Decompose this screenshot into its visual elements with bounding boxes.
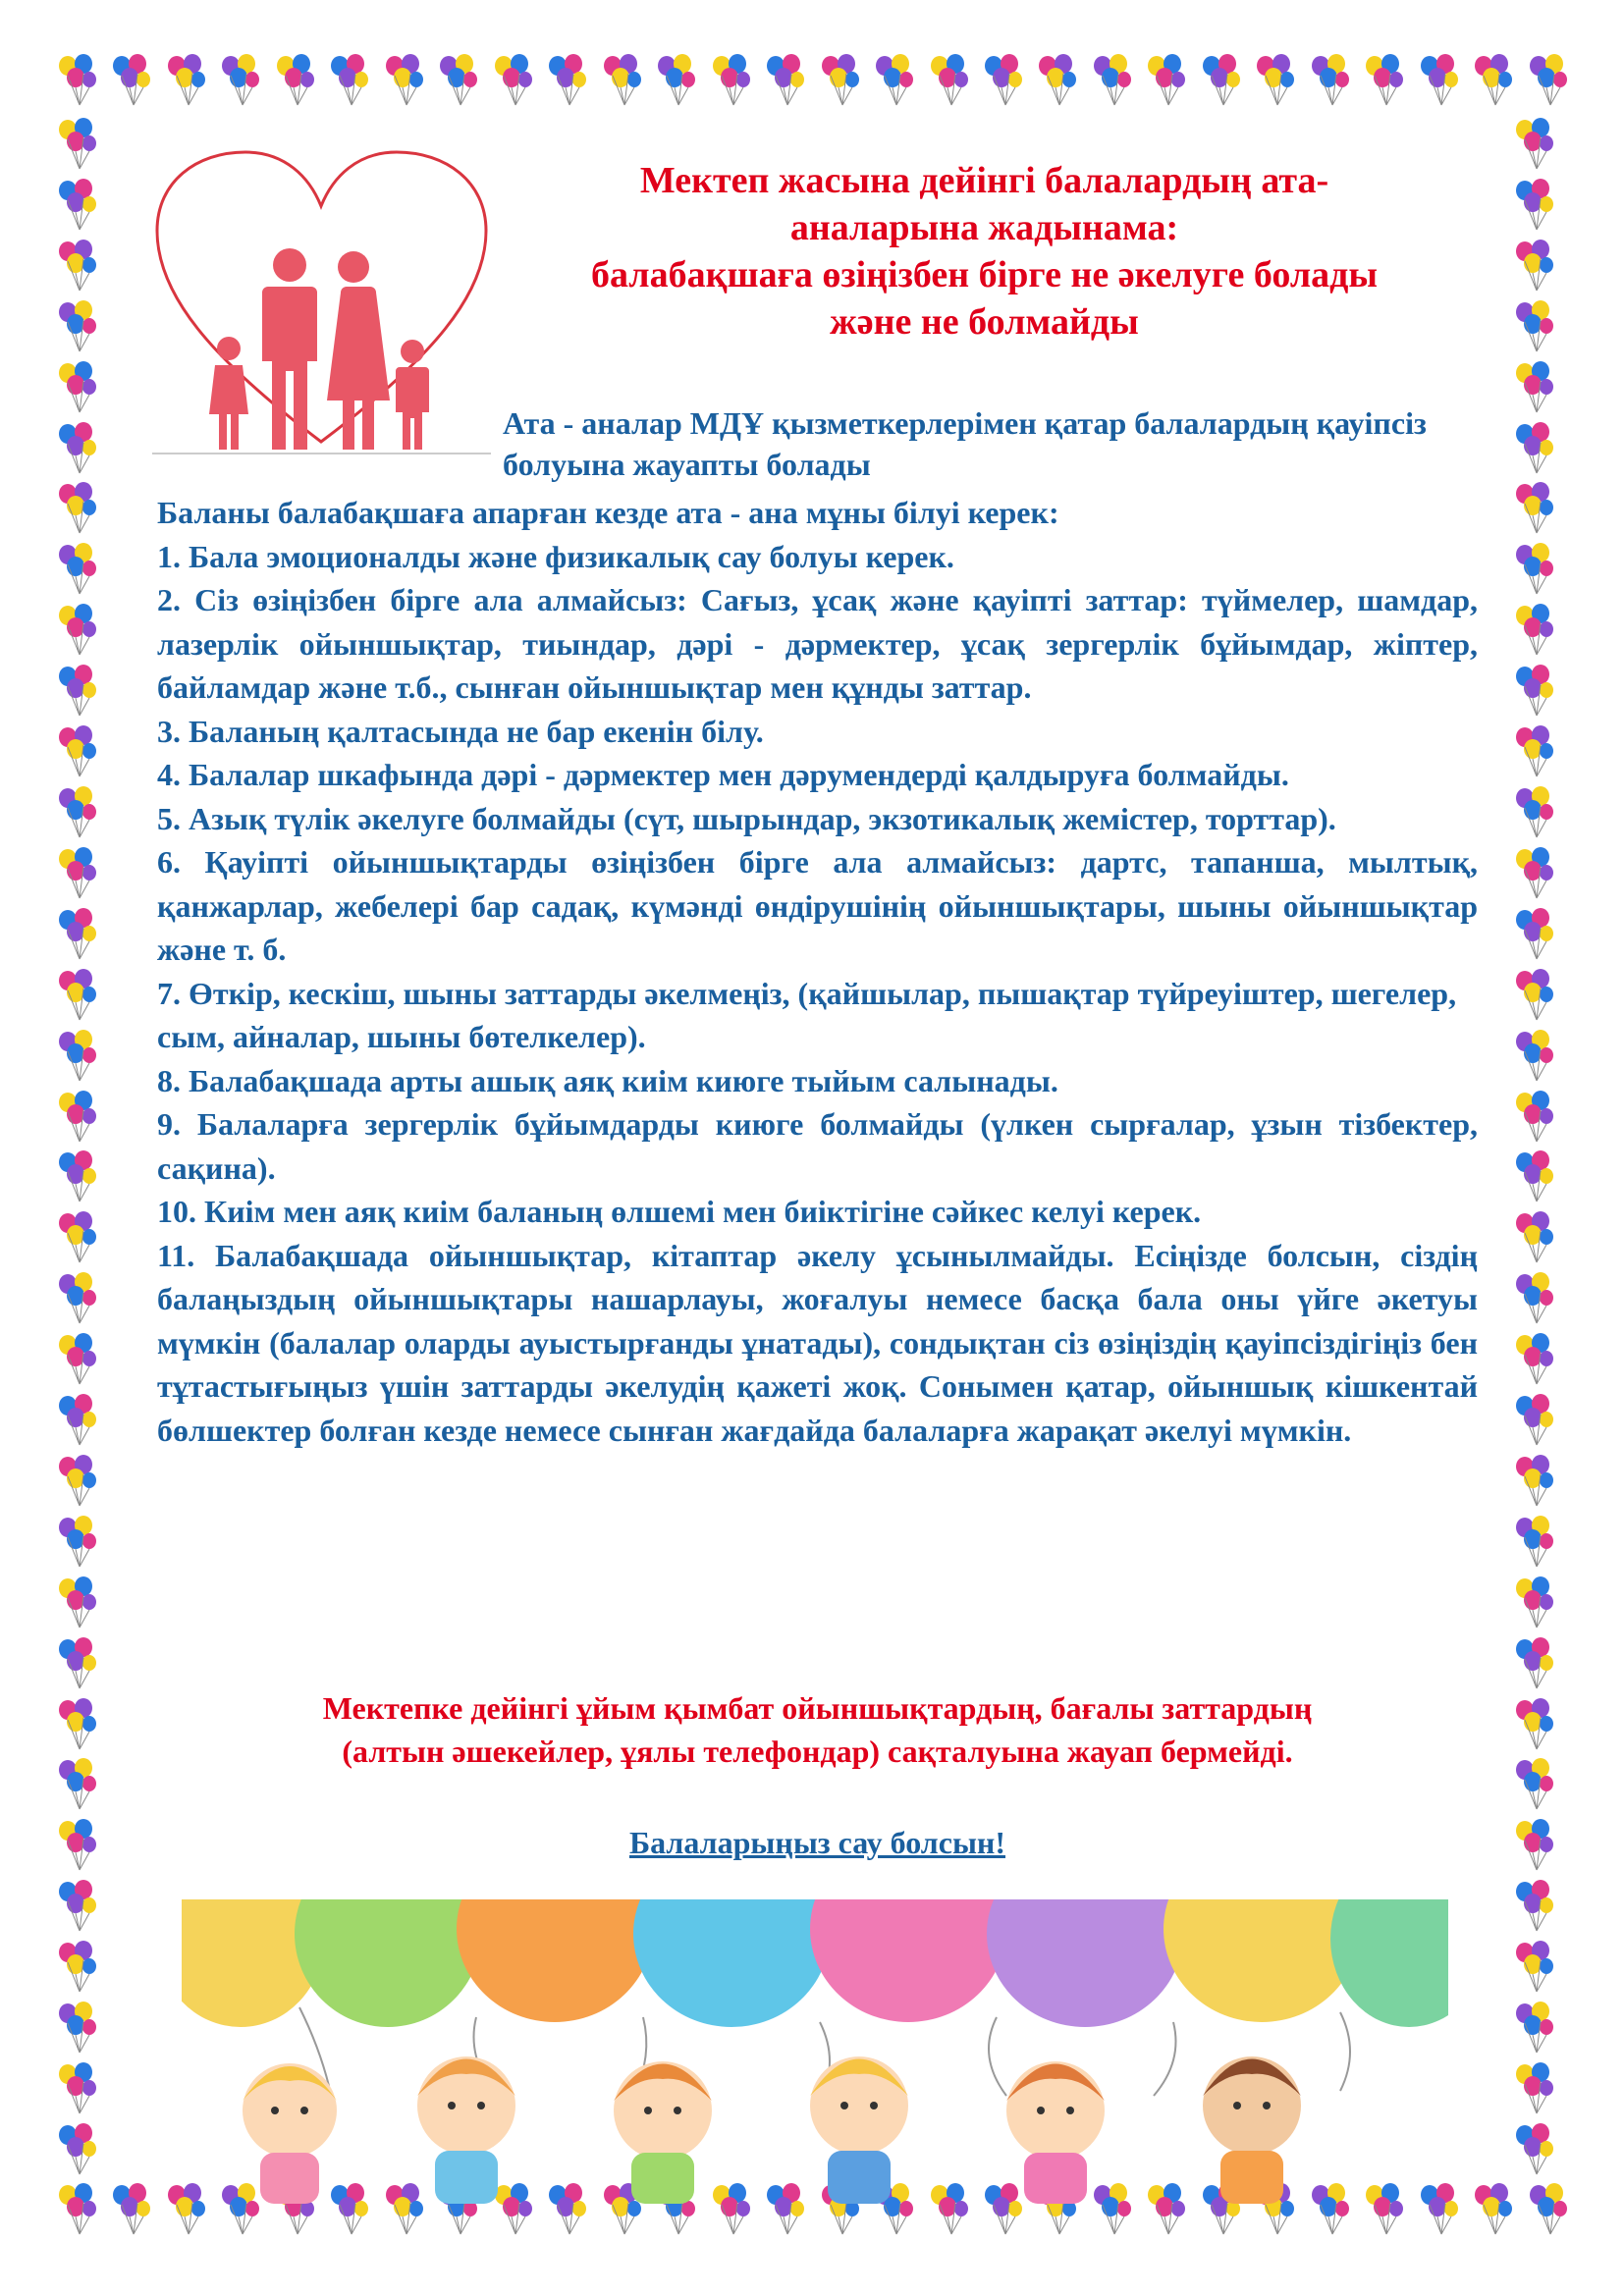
page-title	[501, 157, 1468, 346]
balloon-bunch-icon	[54, 1819, 99, 1874]
balloon-bunch-icon	[54, 1758, 99, 1813]
balloon-bunch-icon	[54, 725, 99, 780]
balloon-bunch-icon	[54, 1455, 99, 1510]
intro-text: Ата - аналар МДҰ қызметкерлерімен қатар балалардың қауіпсіз болуына жауапты болады	[503, 405, 1427, 482]
balloon-bunch-icon	[217, 54, 262, 109]
balloon-bunch-icon	[1089, 54, 1134, 109]
balloon-bunch-icon	[54, 1211, 99, 1266]
balloon-bunch-icon	[1525, 2183, 1570, 2238]
list-item: 9. Балаларға зергерлік бұйымдарды киюге болмайды (үлкен сырғалар, ұзын тізбектер, сақина).	[157, 1106, 1478, 1186]
balloon-bunch-icon	[1470, 54, 1515, 109]
balloon-bunch-icon	[1511, 604, 1556, 659]
balloon-bunch-icon	[1511, 1758, 1556, 1813]
balloon-bunch-icon	[1511, 786, 1556, 841]
balloon-bunch-icon	[817, 54, 862, 109]
balloon-bunch-icon	[1034, 54, 1079, 109]
balloon-bunch-icon	[1511, 1576, 1556, 1631]
balloon-bunch-icon	[54, 54, 99, 109]
list-item: 4. Балалар шкафында дәрі - дәрмектер мен дәрумендерді қалдыруға болмайды.	[157, 757, 1289, 792]
balloon-bunch-icon	[599, 54, 644, 109]
balloon-bunch-icon	[1511, 1637, 1556, 1692]
balloon-bunch-icon	[54, 1941, 99, 1996]
list-item: 3. Баланың қалтасында не бар екенін білу.	[157, 713, 764, 749]
balloon-bunch-icon	[1511, 300, 1556, 355]
balloon-bunch-icon	[1252, 54, 1297, 109]
balloon-bunch-icon	[653, 54, 698, 109]
rules-list	[157, 491, 1478, 1452]
balloon-bunch-icon	[54, 179, 99, 234]
balloon-bunch-icon	[272, 54, 317, 109]
family-figures	[209, 248, 429, 450]
balloon-bunch-icon	[1511, 969, 1556, 1024]
balloon-bunch-icon	[54, 543, 99, 598]
balloon-bunch-icon	[1198, 54, 1243, 109]
balloon-bunch-icon	[54, 2183, 99, 2238]
balloon-bunch-icon	[1511, 1272, 1556, 1327]
balloon-bunch-icon	[54, 1030, 99, 1085]
list-item: 6. Қауіпті ойыншықтарды өзіңізбен бірге ала алмайсыз: дартс, тапанша, мылтық, қанжарлар, жебелері бар садақ, күмәнді өндірушінің ойыншықтары, шыны ойыншықтар және т. б.	[157, 844, 1478, 967]
balloon-bunch-icon	[1511, 179, 1556, 234]
balloon-bunch-icon	[54, 1880, 99, 1935]
balloon-bunch-icon	[1511, 2123, 1556, 2178]
balloon-bunch-icon	[54, 1272, 99, 1327]
balloon-bunch-icon	[54, 604, 99, 659]
balloon-bunch-icon	[54, 422, 99, 477]
warning-line: Мектепке дейінгі ұйым қымбат ойыншықтардың, бағалы заттардың	[322, 1690, 1313, 1726]
balloon-bunch-icon	[54, 300, 99, 355]
balloon-border-left	[54, 118, 113, 2178]
balloon-bunch-icon	[54, 847, 99, 902]
title-line: аналарына жадынама:	[789, 207, 1179, 248]
balloon-bunch-icon	[1511, 2002, 1556, 2056]
balloon-bunch-icon	[54, 1576, 99, 1631]
balloon-bunch-icon	[490, 54, 535, 109]
balloon-bunch-icon	[1511, 1880, 1556, 1935]
balloon-bunch-icon	[1511, 118, 1556, 173]
balloon-bunch-icon	[54, 240, 99, 294]
list-item: 2. Сіз өзіңізбен бірге ала алмайсыз: Сағыз, ұсақ және қауіпті заттар: түймелер, шамдар, лазерлік ойыншықтар, тиындар, дәрі - дәрмектер, ұсақ зергерлік бұйымдар, жіптер, байламдар және т.б., сынған ойыншықтар мен құнды заттар.	[157, 582, 1478, 705]
family-heart-icon	[152, 147, 491, 461]
balloon-bunch-icon	[1143, 54, 1188, 109]
balloon-bunch-icon	[54, 665, 99, 720]
balloon-bunch-icon	[926, 54, 971, 109]
balloon-bunch-icon	[108, 54, 153, 109]
balloon-bunch-icon	[54, 1516, 99, 1571]
big-balloons-row	[182, 1899, 1448, 2027]
balloon-bunch-icon	[1511, 422, 1556, 477]
list-item: 1. Бала эмоционалды және физикалық сау болуы керек.	[157, 538, 954, 574]
balloon-bunch-icon	[1307, 54, 1352, 109]
balloon-bunch-icon	[435, 54, 480, 109]
balloon-bunch-icon	[54, 118, 99, 173]
balloon-bunch-icon	[1511, 725, 1556, 780]
balloon-bunch-icon	[54, 1333, 99, 1388]
balloon-bunch-icon	[1525, 54, 1570, 109]
list-item: 5. Азық түлік әкелуге болмайды (сүт, шырындар, экзотикалық жемістер, торттар).	[157, 800, 1336, 836]
balloon-bunch-icon	[1511, 240, 1556, 294]
balloon-bunch-icon	[54, 908, 99, 963]
balloon-bunch-icon	[1511, 1698, 1556, 1753]
balloon-bunch-icon	[1511, 1333, 1556, 1388]
balloon-bunch-icon	[1511, 847, 1556, 902]
balloon-bunch-icon	[1511, 543, 1556, 598]
balloon-bunch-icon	[1511, 908, 1556, 963]
balloon-bunch-icon	[54, 482, 99, 537]
balloon-bunch-icon	[1511, 1819, 1556, 1874]
list-item: 10. Киім мен аяқ киім баланың өлшемі мен биіктігіне сәйкес келуі керек.	[157, 1194, 1202, 1229]
balloon-bunch-icon	[1511, 2062, 1556, 2117]
list-item: 8. Балабақшада арты ашық аяқ киім киюге тыйым салынады.	[157, 1062, 1058, 1098]
balloon-bunch-icon	[54, 1150, 99, 1205]
title-line: балабақшаға өзіңізбен бірге не әкелуге болады	[590, 254, 1379, 295]
balloon-bunch-icon	[326, 54, 371, 109]
balloon-bunch-icon	[54, 361, 99, 416]
balloon-bunch-icon	[54, 2123, 99, 2178]
balloon-bunch-icon	[54, 2062, 99, 2117]
balloon-bunch-icon	[54, 1091, 99, 1146]
balloon-bunch-icon	[1511, 1091, 1556, 1146]
balloon-bunch-icon	[54, 969, 99, 1024]
balloon-bunch-icon	[54, 1394, 99, 1449]
balloon-bunch-icon	[708, 54, 753, 109]
balloon-bunch-icon	[381, 54, 426, 109]
closing-wish: Балаларыңыз сау болсын!	[628, 1825, 1006, 1860]
balloon-bunch-icon	[1470, 2183, 1515, 2238]
balloon-border-right	[1511, 118, 1570, 2178]
balloon-bunch-icon	[1511, 361, 1556, 416]
balloon-bunch-icon	[1511, 1455, 1556, 1510]
balloon-bunch-icon	[1511, 665, 1556, 720]
balloon-bunch-icon	[1511, 482, 1556, 537]
balloon-bunch-icon	[871, 54, 916, 109]
balloon-bunch-icon	[54, 786, 99, 841]
balloon-bunch-icon	[54, 1698, 99, 1753]
title-line: Мектеп жасына дейінгі балалардың ата-	[639, 160, 1329, 201]
balloon-bunch-icon	[1511, 1516, 1556, 1571]
balloon-bunch-icon	[1511, 1394, 1556, 1449]
balloon-bunch-icon	[108, 2183, 153, 2238]
warning-note	[157, 1686, 1478, 1773]
warning-line: (алтын әшекейлер, ұялы телефондар) сақталуына жауап бермейді.	[342, 1734, 1293, 1769]
list-item: 11. Балабақшада ойыншықтар, кітаптар әкелу ұсынылмайды. Есіңізде болсын, сіздің балаңыздың ойыншықтары нашарлауы, жоғалуы немесе басқа бала оны үйге әкетуы мүмкін (балалар оларды ауыстырғанды ұнатады), сондықтан сіз өзіңіздің қауіпсіздігіңіз бен тұтастығыңыз үшін заттарды әкелудің қажеті жоқ. Сонымен қатар, ойыншық кішкентай бөлшектер болған кезде немесе сынған жағдайда балаларға жарақат әкелуі мүмкін.	[157, 1237, 1478, 1448]
balloon-bunch-icon	[54, 1637, 99, 1692]
balloon-bunch-icon	[1511, 1030, 1556, 1085]
balloon-bunch-icon	[1511, 1211, 1556, 1266]
kids-holding-hands-illustration	[182, 1899, 1448, 2204]
balloon-bunch-icon	[544, 54, 589, 109]
title-line: және не болмайды	[830, 301, 1139, 343]
balloon-bunch-icon	[1511, 1150, 1556, 1205]
balloon-bunch-icon	[762, 54, 807, 109]
balloon-bunch-icon	[1511, 1941, 1556, 1996]
list-item: 7. Өткір, кескіш, шыны заттарды әкелмеңіз, (қайшылар, пышақтар түйреуіштер, шегелер, сым, айналар, шыны бөтелкелер).	[157, 975, 1457, 1054]
heart-outline	[157, 152, 486, 442]
lead-text: Баланы балабақшаға апарған кезде ата - ана мұны білуі керек:	[157, 495, 1059, 530]
balloon-bunch-icon	[1416, 54, 1461, 109]
balloon-bunch-icon	[980, 54, 1025, 109]
kids	[243, 2056, 1301, 2204]
balloon-border-top	[54, 54, 1570, 113]
balloon-bunch-icon	[163, 54, 208, 109]
balloon-bunch-icon	[54, 2002, 99, 2056]
balloon-bunch-icon	[1361, 54, 1406, 109]
